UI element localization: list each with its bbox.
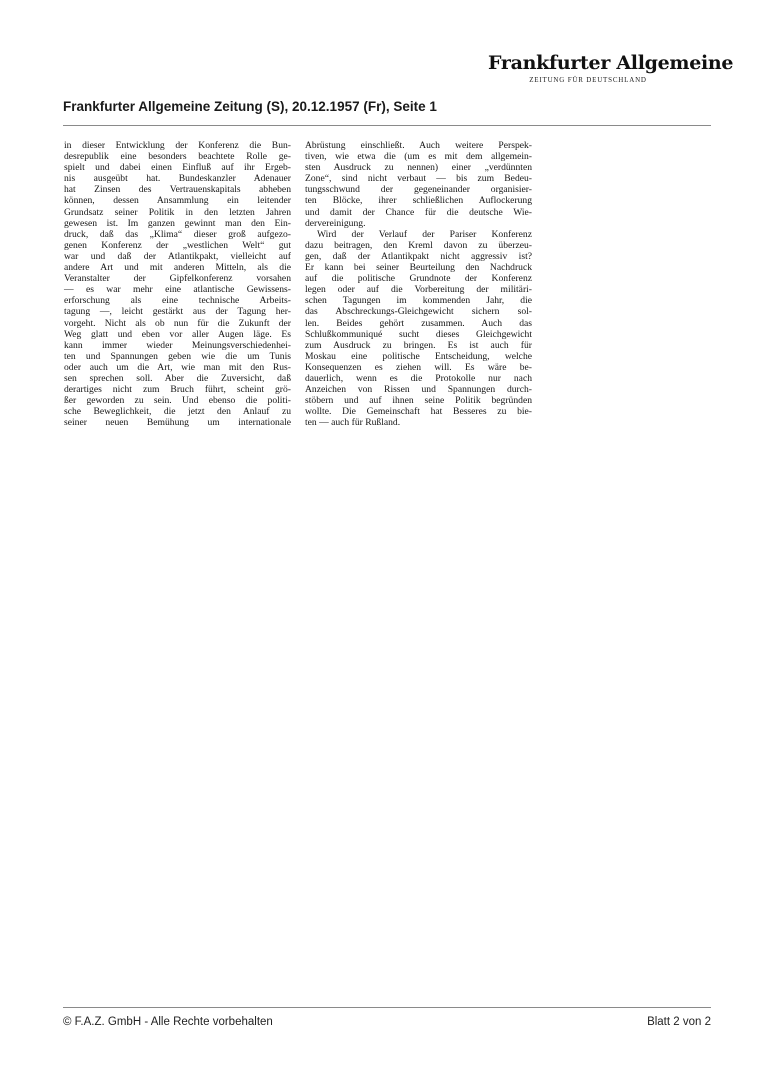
text-line: Schlußkommuniqué sucht dieses Gleichgewicht	[305, 328, 532, 340]
text-line: das Abschreckungs-Gleichgewicht sichern sol-	[305, 306, 532, 318]
text-line: nis ausgeübt hat. Bundeskanzler Adenauer	[64, 173, 291, 185]
column-text	[305, 140, 532, 428]
text-line: len. Beides gehört zusammen. Auch das	[305, 317, 532, 329]
text-line: ten Blöcke, ihrer schließlichen Auflockerung	[305, 195, 532, 207]
text-line: seiner neuen Bemühung um internationale	[64, 417, 291, 429]
text-line: Moskau eine politische Entscheidung, welche	[305, 350, 532, 362]
text-line: sche Beweglichkeit, die jetzt den Anlauf zu	[64, 406, 291, 418]
text-line: vorgeht. Nicht als ob nun für die Zukunft der	[64, 317, 291, 329]
text-line: war und daß der Atlantikpakt, vielleicht auf	[64, 250, 291, 262]
text-line: auf die politische Grundnote der Konferenz	[305, 273, 532, 285]
text-line: ten — auch für Rußland.	[305, 417, 401, 429]
text-line: ßer geworden zu sein. Und ebenso die politi-	[64, 395, 291, 407]
column-text	[64, 140, 291, 428]
text-line: druck, daß das „Klima“ dieser groß aufgezo-	[64, 228, 291, 240]
text-line: genen Konferenz der „westlichen Welt“ gut	[64, 239, 291, 251]
newspaper-tagline: ZEITUNG FÜR DEUTSCHLAND	[529, 76, 647, 84]
article-column-right	[305, 140, 532, 428]
text-line: Er kann bei seiner Beurteilung den Nachdruck	[305, 262, 532, 274]
text-line: wollte. Die Gemeinschaft hat Besseres zu bie-	[305, 406, 532, 418]
text-line: Anzeichen von Rissen und Spannungen durch-	[305, 384, 532, 396]
text-line: Weg glatt und eben vor aller Augen läge. Es	[64, 328, 291, 340]
text-line: dazu beitragen, den Kreml davon zu überzeu-	[305, 239, 532, 251]
text-line: Zone“, sind nicht verbaut — bis zum Bedeu-	[305, 173, 532, 185]
header-divider	[63, 125, 711, 126]
text-line: tagung —, leicht gestärkt aus der Tagung her-	[64, 306, 291, 318]
text-line: andere Art und mit anderen Mitteln, als die	[64, 262, 291, 274]
text-line: dauerlich, wenn es die Protokolle nur nach	[305, 372, 532, 384]
text-line: oder auch um die Art, wie man mit den Rus-	[64, 361, 291, 373]
text-line: und damit der Chance für die deutsche Wie-	[305, 206, 532, 218]
text-line: erforschung als eine technische Arbeits-	[64, 295, 291, 307]
text-line: kann immer wieder Meinungsverschiedenhei-	[64, 339, 291, 351]
text-line: — es war mehr eine atlantische Gewissens-	[64, 284, 291, 296]
text-line: schen Tagungen im kommenden Jahr, die	[305, 295, 532, 307]
text-line: hat Zinsen des Vertrauenskapitals abheben	[64, 184, 291, 196]
masthead	[488, 52, 734, 84]
text-line: derartiges nicht zum Bruch führt, scheint grö-	[64, 384, 291, 396]
text-line: Grundsatz seiner Politik in den letzten Jahren	[64, 206, 291, 218]
text-line: Abrüstung einschließt. Auch weitere Perspek-	[305, 140, 532, 151]
text-line: zum Ausdruck zu bringen. Es ist auch für	[305, 339, 532, 351]
text-line: sen sprechen soll. Aber die Zuversicht, daß	[64, 372, 291, 384]
text-line: tungsschwund der gegeneinander organisier-	[305, 184, 532, 196]
text-line: spielt und dabei einen Einfluß auf ihr Ergeb-	[64, 162, 291, 174]
text-line: dervereinigung.	[305, 217, 366, 229]
text-line: legen oder auf die Vorbereitung der militäri-	[305, 284, 532, 296]
text-line: Konsequenzen es ziehen will. Es wäre be-	[305, 361, 532, 373]
footer-divider	[63, 1007, 711, 1008]
page-counter: Blatt 2 von 2	[647, 1016, 711, 1028]
newspaper-logo: Frankfurter Allgemeine	[488, 52, 734, 74]
text-line: Wird der Verlauf der Pariser Konferenz	[317, 228, 532, 240]
text-line: Veranstalter der Gipfelkonferenz vorsahen	[64, 273, 291, 285]
copyright-notice: © F.A.Z. GmbH - Alle Rechte vorbehalten	[63, 1016, 273, 1028]
text-line: ten und Spannungen geben wie die um Tunis	[64, 350, 291, 362]
text-line: tiven, wie etwa die (um es mit dem allgemein-	[305, 151, 532, 163]
text-line: stöbern und auf ihnen seine Politik begründen	[305, 395, 532, 407]
text-line: können, dessen Ansammlung ein leitender	[64, 195, 291, 207]
text-line: desrepublik eine besonders beachtete Rolle ge-	[64, 151, 291, 163]
text-line: gen, daß der Atlantikpakt nicht aggressiv ist?	[305, 250, 532, 262]
article-column-left	[64, 140, 291, 428]
text-line: gewesen ist. Im ganzen gewinnt man den Ein-	[64, 217, 291, 229]
page-title: Frankfurter Allgemeine Zeitung (S), 20.12.1957 (Fr), Seite 1	[63, 99, 437, 114]
text-line: sten Ausdruck zu nennen) einer „verdünnten	[305, 162, 532, 174]
text-line: in dieser Entwicklung der Konferenz die Bun-	[64, 140, 291, 151]
